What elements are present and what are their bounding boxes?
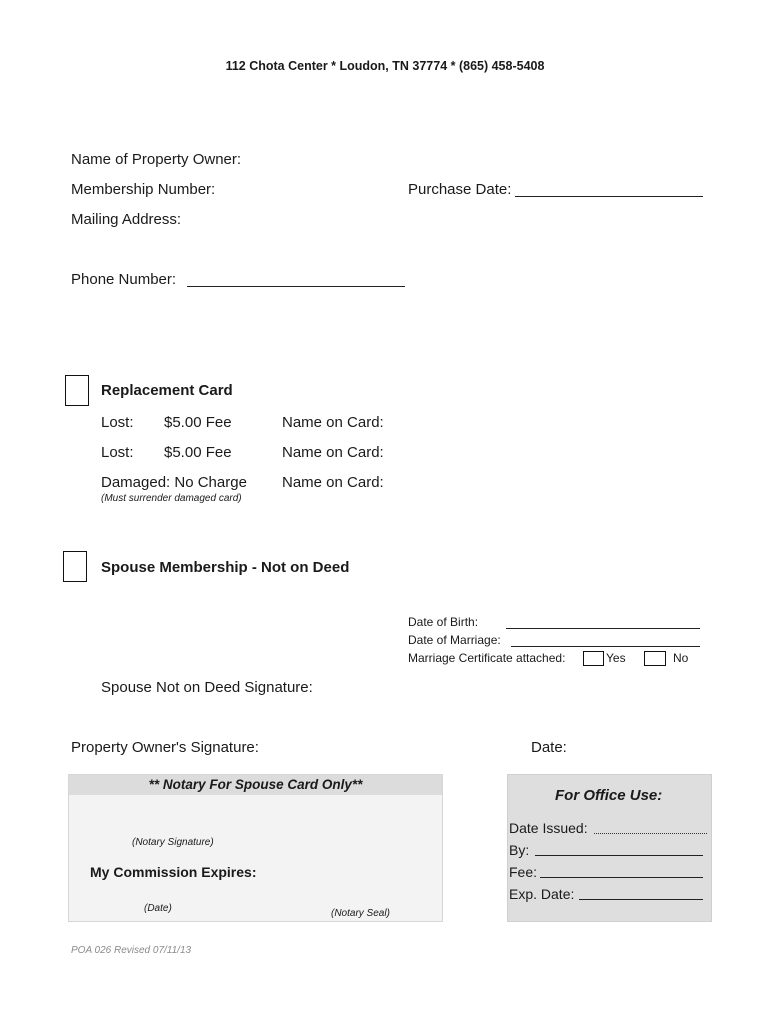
marriage-certificate-label: Marriage Certificate attached: [408, 651, 566, 665]
revision-footer: POA 026 Revised 07/11/13 [71, 945, 192, 956]
replacement-row-type: Damaged: No Charge [101, 474, 247, 491]
date-of-birth-field[interactable] [506, 628, 700, 629]
notary-box [68, 774, 443, 922]
mailing-address-label: Mailing Address: [71, 211, 182, 228]
office-use-title: For Office Use: [555, 787, 663, 804]
name-on-card-label: Name on Card: [282, 474, 384, 491]
notary-date-label: (Date) [144, 903, 172, 914]
damaged-card-note: (Must surrender damaged card) [101, 493, 242, 504]
name-on-card-label: Name on Card: [282, 414, 384, 431]
exp-date-label: Exp. Date: [509, 886, 575, 902]
exp-date-field[interactable] [579, 899, 703, 900]
spouse-membership-title: Spouse Membership - Not on Deed [101, 559, 350, 576]
commission-expires-label: My Commission Expires: [90, 864, 257, 880]
certificate-no-label: No [673, 651, 689, 665]
fee-label: Fee: [509, 864, 538, 880]
phone-number-label: Phone Number: [71, 271, 177, 288]
date-issued-label: Date Issued: [509, 820, 588, 836]
purchase-date-field[interactable] [515, 196, 703, 197]
certificate-no-checkbox[interactable] [644, 651, 666, 666]
certificate-yes-checkbox[interactable] [583, 651, 604, 666]
spouse-membership-checkbox[interactable] [63, 551, 87, 582]
spouse-signature-label: Spouse Not on Deed Signature: [101, 679, 313, 696]
replacement-row-fee: $5.00 Fee [164, 444, 232, 461]
date-of-marriage-field[interactable] [511, 646, 700, 647]
fee-field[interactable] [540, 877, 703, 878]
date-of-marriage-label: Date of Marriage: [408, 633, 501, 647]
membership-number-label: Membership Number: [71, 181, 216, 198]
certificate-yes-label: Yes [606, 651, 626, 665]
owner-signature-label: Property Owner's Signature: [71, 739, 259, 756]
name-on-card-label: Name on Card: [282, 444, 384, 461]
replacement-card-title: Replacement Card [101, 382, 233, 399]
notary-seal-label: (Notary Seal) [331, 908, 390, 919]
date-of-birth-label: Date of Birth: [408, 615, 479, 629]
replacement-row-fee: $5.00 Fee [164, 414, 232, 431]
office-use-box [507, 774, 712, 922]
date-issued-field[interactable] [594, 833, 707, 834]
notary-header: ** Notary For Spouse Card Only** [148, 777, 363, 792]
by-label: By: [509, 842, 530, 858]
notary-signature-label: (Notary Signature) [132, 837, 214, 848]
phone-number-field[interactable] [187, 286, 405, 287]
replacement-row-type: Lost: [101, 444, 134, 461]
replacement-row-type: Lost: [101, 414, 134, 431]
owner-name-label: Name of Property Owner: [71, 151, 242, 168]
purchase-date-label: Purchase Date: [408, 181, 512, 198]
by-field[interactable] [535, 855, 703, 856]
header-address: 112 Chota Center * Loudon, TN 37774 * (865) 458-5408 [225, 59, 545, 73]
replacement-card-checkbox[interactable] [65, 375, 89, 406]
signature-date-label: Date: [531, 739, 567, 756]
